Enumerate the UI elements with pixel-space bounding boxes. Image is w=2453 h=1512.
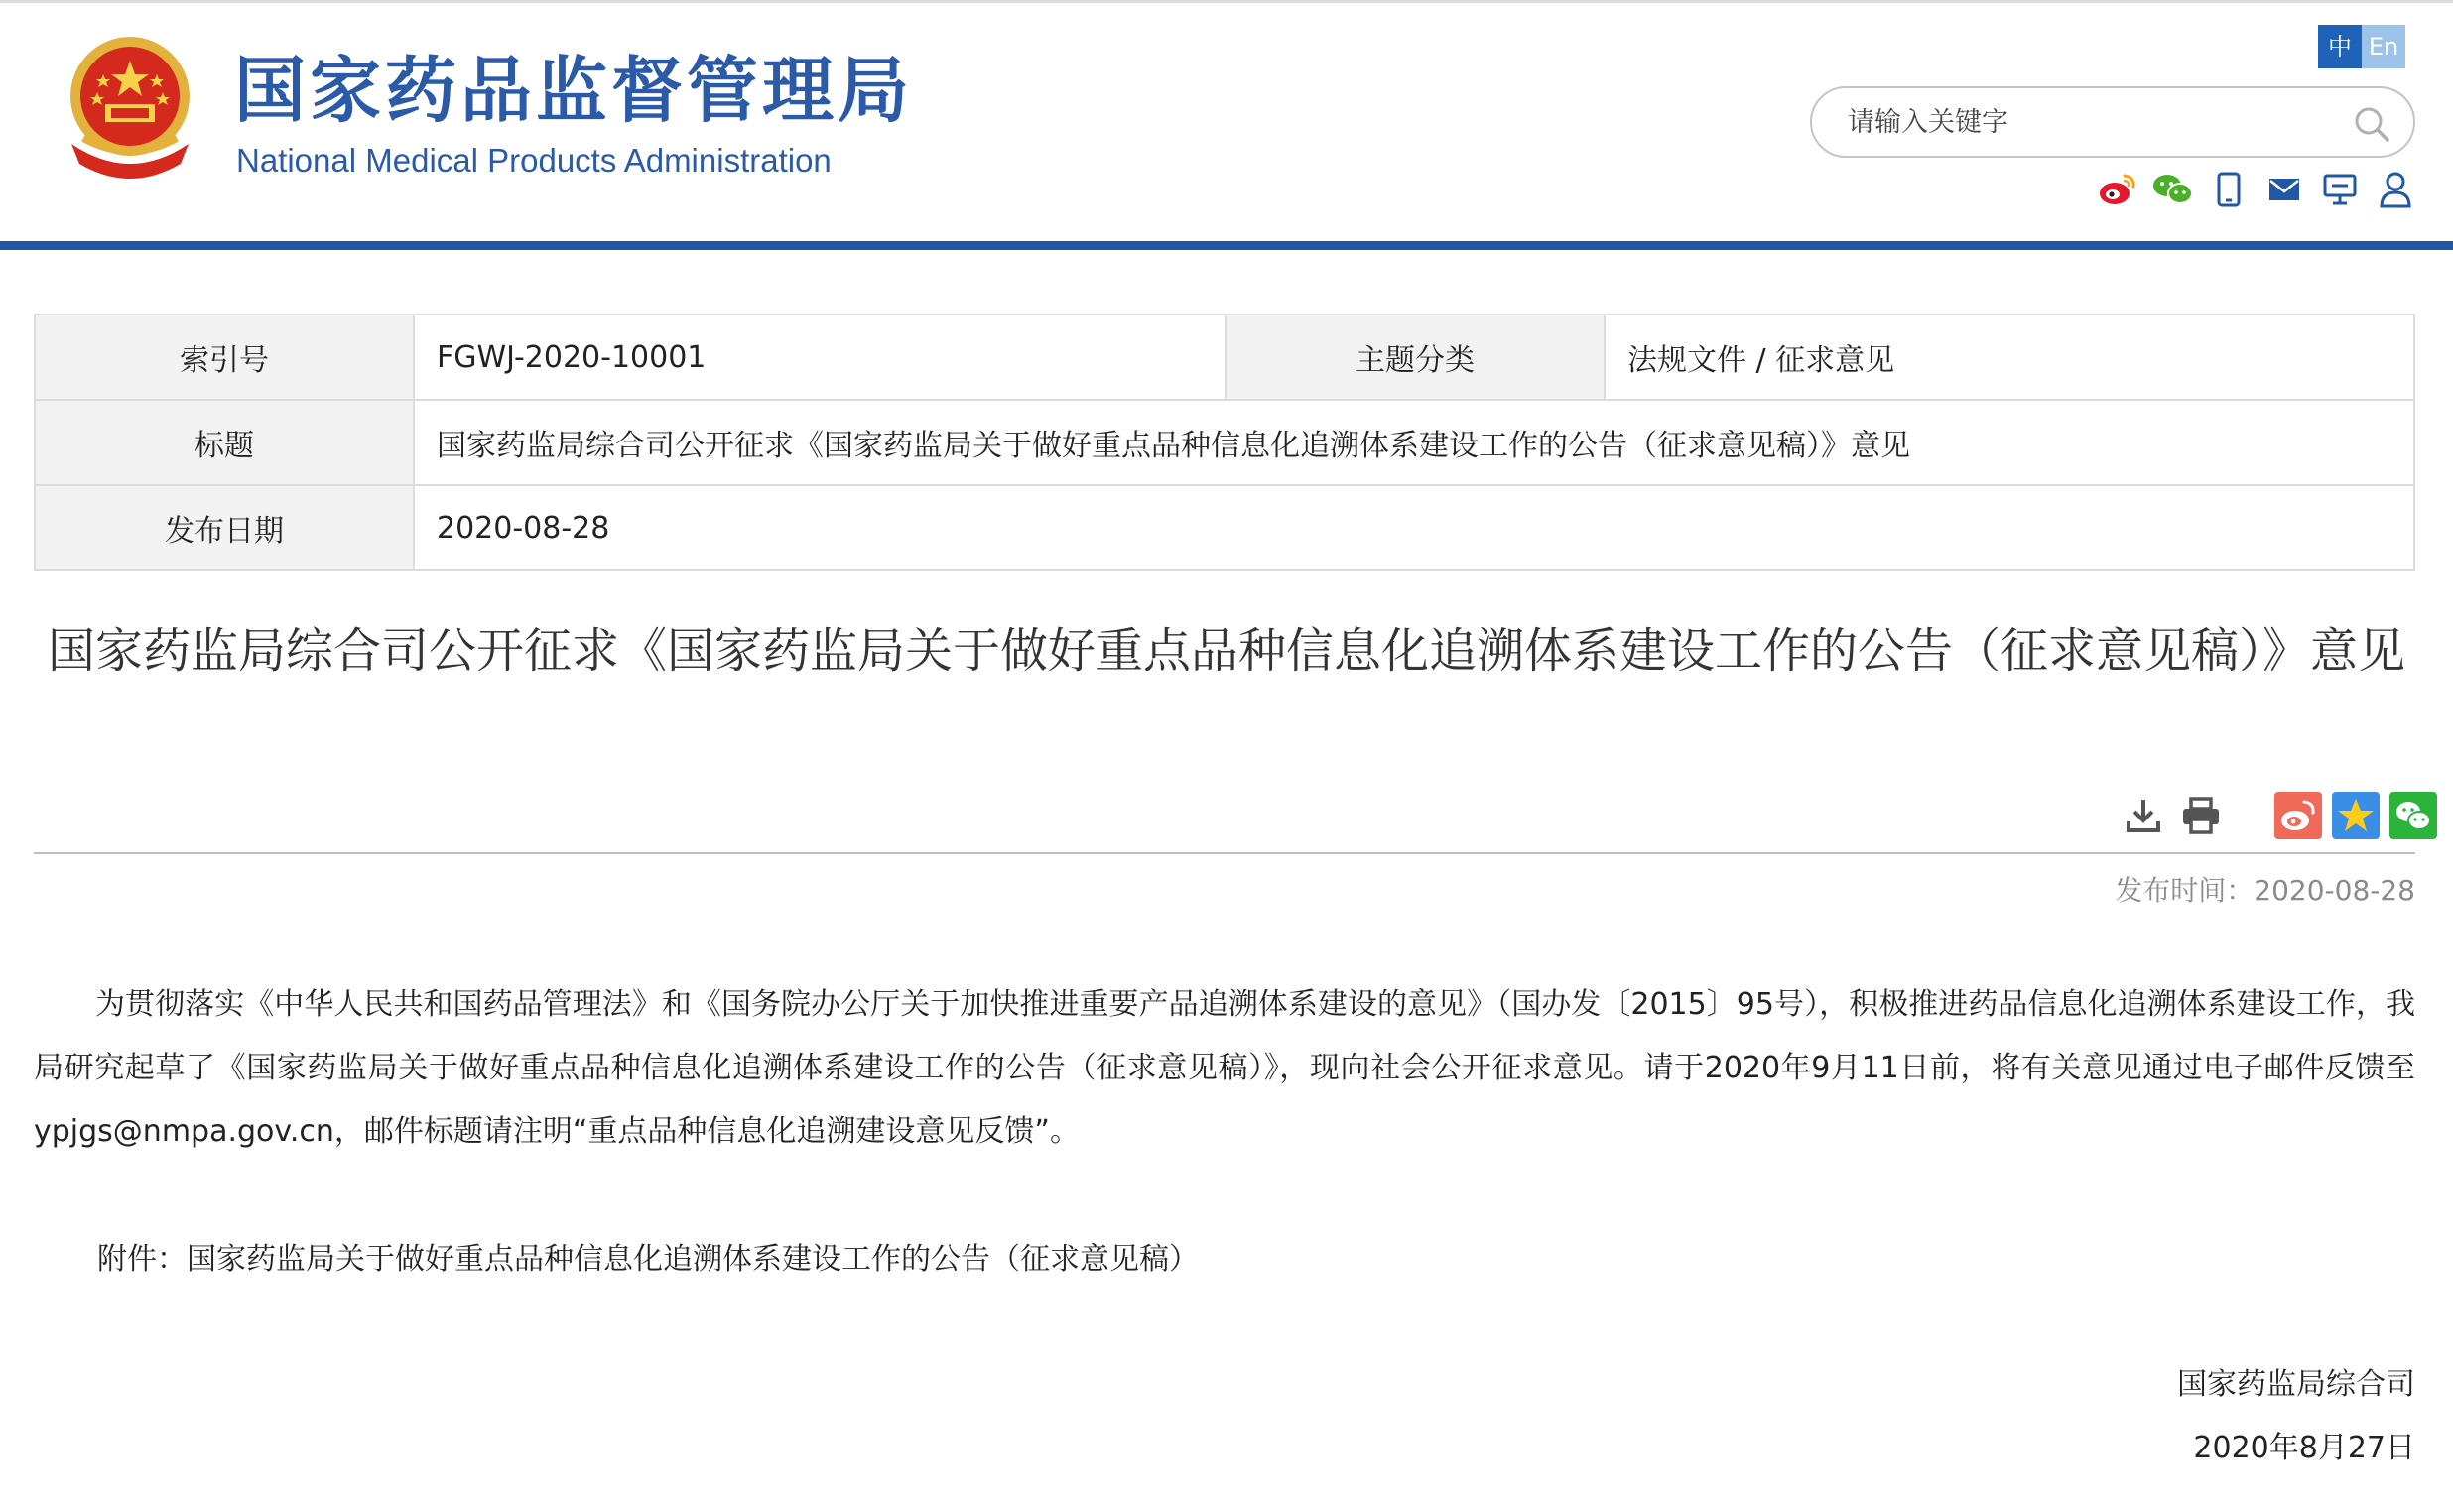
share-weibo-icon[interactable] [2274,792,2322,839]
signature-date: 2020年8月27日 [2193,1431,2415,1465]
language-switch [2318,25,2405,68]
user-icon[interactable] [2374,168,2417,211]
share-qzone-icon[interactable] [2332,792,2380,839]
document-meta-table [34,314,2415,571]
signature-org: 国家药监局综合司 [2177,1367,2415,1402]
article-body: 为贯彻落实《中华人民共和国药品管理法》和《国务院办公厅关于加快推进重要产品追溯体系建设的意见》（国办发〔2015〕95号），积极推进药品信息化追溯体系建设工作，我局研究起草了《国家药监局关于做好重点品种信息化追溯体系建设工作的公告（征求意见稿）》，现向社会公开征求意见。请于2020年9月11日前，将有关意见通过电子邮件反馈至ypjgs@nmpa.gov.cn，邮件标题请注明“重点品种信息化追溯建设意见反馈”。 [34,987,2415,1149]
header-accent-bar [0,241,2453,250]
site-subtitle: National Medical Products Administration [236,142,832,179]
title-value: 国家药监局综合司公开征求《国家药监局关于做好重点品种信息化追溯体系建设工作的公告（征求意见稿）》意见 [414,400,2414,485]
index-value: FGWJ-2020-10001 [414,315,1226,400]
header-icon-bar [2096,168,2429,211]
wechat-icon[interactable] [2151,168,2195,211]
mail-icon[interactable] [2262,168,2306,211]
table-row [35,315,2414,400]
search-box [1810,86,2415,158]
print-icon[interactable] [2177,792,2225,839]
search-icon[interactable] [2352,104,2391,144]
title-label: 标题 [35,400,414,485]
index-label: 索引号 [35,315,414,400]
lang-zh-button[interactable]: 中 [2318,25,2362,68]
weibo-icon[interactable] [2096,168,2139,211]
service-icon[interactable] [2318,168,2362,211]
mobile-icon[interactable] [2207,168,2251,211]
article-title: 国家药监局综合司公开征求《国家药监局关于做好重点品种信息化追溯体系建设工作的公告（征求意见稿）》意见 [47,623,2405,679]
attachment-link[interactable]: 附件：国家药监局关于做好重点品种信息化追溯体系建设工作的公告（征求意见稿） [97,1242,1199,1277]
search-input[interactable] [1848,102,2324,142]
table-row [35,485,2414,570]
article-toolbar [2110,790,2437,841]
share-wechat-icon[interactable] [2389,792,2437,839]
category-value: 法规文件 / 征求意见 [1605,315,2414,400]
site-title[interactable]: 国家药品监督管理局 [234,49,914,132]
title-divider [34,852,2415,854]
download-icon[interactable] [2120,792,2167,839]
site-header [0,0,2453,244]
table-row [35,400,2414,485]
date-label: 发布日期 [35,485,414,570]
lang-en-button[interactable]: En [2362,25,2405,68]
category-label: 主题分类 [1226,315,1605,400]
date-value: 2020-08-28 [414,485,2414,570]
national-emblem-icon [64,35,196,182]
publish-time: 发布时间：2020-08-28 [2115,874,2415,907]
